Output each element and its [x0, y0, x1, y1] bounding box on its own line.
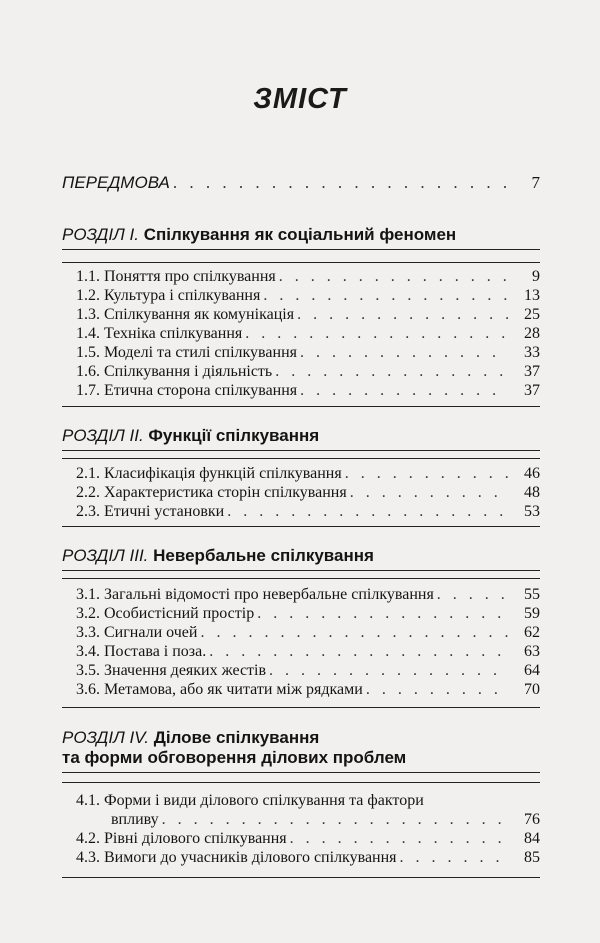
leader-dots — [400, 848, 509, 867]
leader-dots — [345, 464, 509, 483]
toc-entry[interactable]: 2.3. Етичні установки . . . 53 — [62, 502, 540, 521]
page-number: 7 — [531, 173, 540, 192]
leader-dots — [257, 604, 509, 623]
leader-dots — [300, 381, 509, 400]
toc-entry[interactable]: 3.5. Значення деяких жестів . . . 64 — [62, 661, 540, 680]
section-entries-3 — [62, 578, 540, 708]
leader-dots — [227, 502, 509, 521]
section-number: РОЗДІЛ IV. — [62, 728, 150, 747]
toc-entry[interactable]: 2.2. Характеристика сторін спілкування . . . 48 — [62, 483, 540, 502]
section-entries-1 — [62, 262, 540, 407]
toc-entry[interactable]: 3.4. Постава і поза. . . . 63 — [62, 642, 540, 661]
section-entries-2 — [62, 458, 540, 527]
toc-entry[interactable]: 3.2. Особистісний простір . . . 59 — [62, 604, 540, 623]
toc-entry[interactable]: 1.1. Поняття про спілкування . . . 9 — [62, 267, 540, 286]
section-title: Невербальне спілкування — [153, 546, 374, 565]
toc-entry[interactable]: 3.6. Метамова, або як читати між рядками . . . 70 — [62, 680, 540, 699]
toc-entry[interactable]: 1.7. Етична сторона спілкування . . . 37 — [62, 381, 540, 400]
toc-entry[interactable]: 3.1. Загальні відомості про невербальне спілкування . . . 55 — [62, 585, 540, 604]
leader-dots — [209, 642, 509, 661]
leader-dots — [297, 305, 509, 324]
leader-dots — [279, 267, 509, 286]
toc-entry[interactable]: 1.5. Моделі та стилі спілкування . . . 33 — [62, 343, 540, 362]
leader-dots — [263, 286, 509, 305]
toc-entry[interactable]: 2.1. Класифікація функцій спілкування . . . 46 — [62, 464, 540, 483]
leader-dots — [275, 362, 509, 381]
toc-entry-preface[interactable] — [62, 173, 540, 193]
section-heading-4[interactable] — [62, 728, 540, 773]
section-title: Спілкування як соціальний феномен — [143, 225, 457, 244]
page-title: ЗМІСТ — [253, 83, 347, 115]
section-entries-4 — [62, 782, 540, 878]
leader-dots — [366, 680, 509, 699]
toc-entry[interactable]: 3.3. Сигнали очей . . . 62 — [62, 623, 540, 642]
leader-dots — [290, 829, 509, 848]
section-number: РОЗДІЛ ІІІ. — [62, 546, 149, 565]
toc-entry[interactable]: 4.1. Форми і види ділового спілкування та фактори впливу . . . 76 — [62, 791, 540, 829]
section-number: РОЗДІЛ І. — [62, 225, 139, 244]
toc-entry[interactable]: 1.4. Техніка спілкування . . . 28 — [62, 324, 540, 343]
section-heading-1[interactable] — [62, 225, 540, 250]
section-title-line2: та форми обговорення ділових проблем — [62, 748, 407, 767]
section-title: Функції спілкування — [148, 426, 320, 445]
toc-entry[interactable]: 4.2. Рівні ділового спілкування . . . 84 — [62, 829, 540, 848]
toc-entry[interactable]: 1.6. Спілкування і діяльність . . . 37 — [62, 362, 540, 381]
leader-dots — [173, 173, 509, 193]
toc-entry[interactable]: 4.3. Вимоги до учасників ділового спілкування . . . 85 — [62, 848, 540, 867]
leader-dots — [200, 623, 509, 642]
section-number: РОЗДІЛ ІІ. — [62, 426, 144, 445]
leader-dots — [437, 585, 509, 604]
toc-entry[interactable]: 1.2. Культура і спілкування . . . 13 — [62, 286, 540, 305]
leader-dots — [300, 343, 509, 362]
preface-label: ПЕРЕДМОВА — [62, 173, 170, 192]
section-heading-3[interactable] — [62, 546, 540, 571]
leader-dots — [350, 483, 509, 502]
leader-dots — [245, 324, 509, 343]
leader-dots — [162, 810, 509, 829]
section-title: Ділове спілкування — [153, 728, 320, 747]
toc-entry[interactable]: 1.3. Спілкування як комунікація . . . 25 — [62, 305, 540, 324]
leader-dots — [269, 661, 509, 680]
section-heading-2[interactable] — [62, 426, 540, 451]
